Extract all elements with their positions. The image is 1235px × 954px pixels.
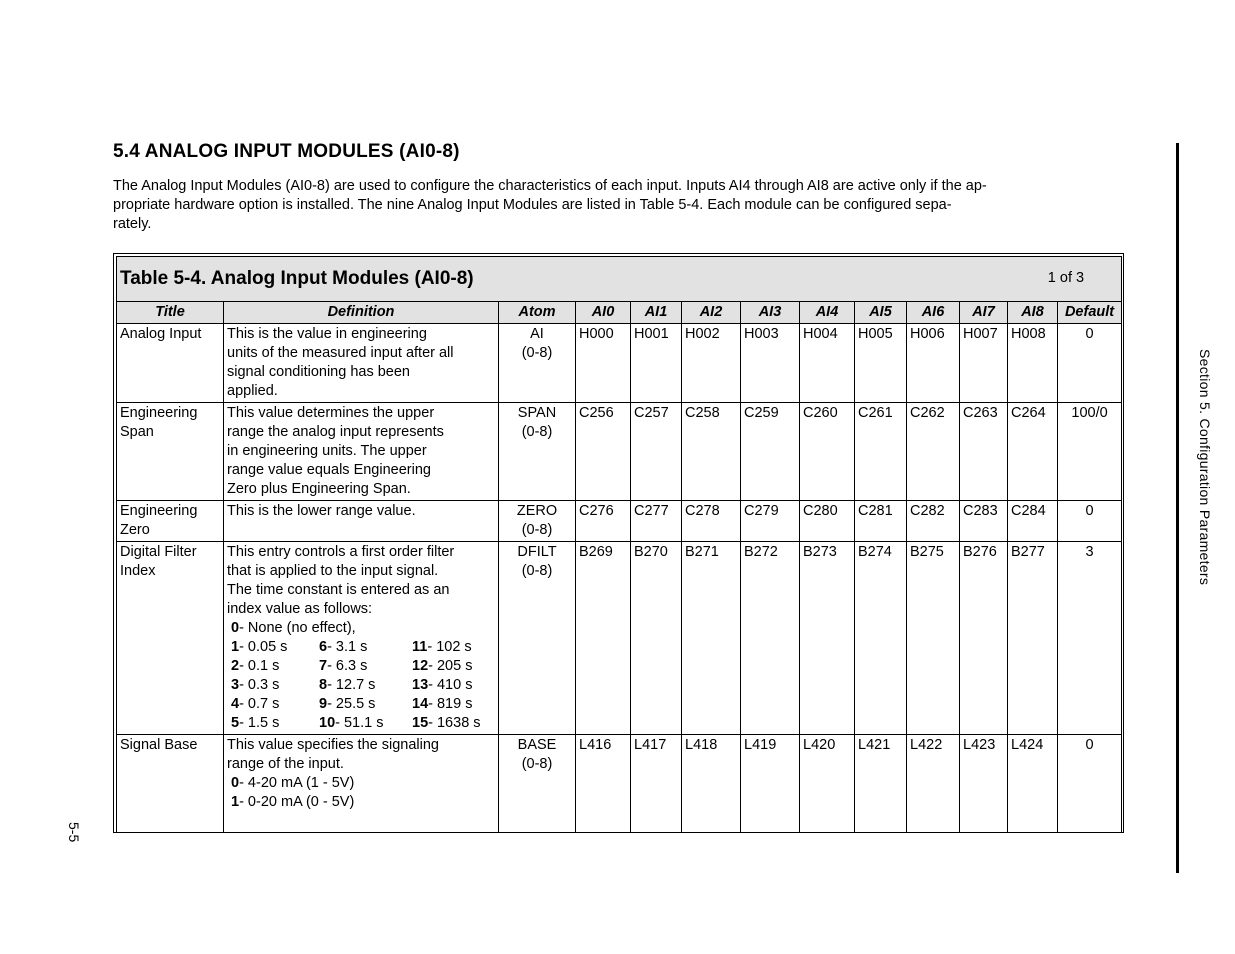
index-text: - 205 s [428, 658, 473, 674]
index-text: - None (no effect), [239, 620, 356, 636]
atom-line: DFILT [517, 544, 557, 560]
table-frame [113, 253, 1124, 833]
index-text: - 819 s [428, 696, 473, 712]
address-cell: B276 [960, 542, 1008, 735]
definition-cell [224, 542, 499, 735]
address-cell: H002 [682, 324, 741, 403]
default-cell: 3 [1058, 542, 1122, 735]
column-header: Title [117, 302, 224, 324]
atom-line: (0-8) [521, 522, 553, 538]
index-option [319, 676, 412, 695]
address-cell: C279 [741, 501, 800, 542]
address-cell: L419 [741, 735, 800, 833]
default-cell: 100/0 [1058, 403, 1122, 501]
address-cell: C278 [682, 501, 741, 542]
table-row [117, 735, 1122, 833]
title-cell [117, 324, 224, 403]
address-cell: H004 [800, 324, 855, 403]
definition-line: range value equals Engineering [227, 462, 431, 478]
index-number: 14 [412, 696, 429, 712]
section-side-label: Section 5. Configuration Parameters [1197, 349, 1213, 586]
index-number: 13 [412, 677, 429, 693]
atom-cell [499, 324, 576, 403]
index-option [412, 695, 502, 714]
address-cell: B269 [576, 542, 631, 735]
column-header: Atom [499, 302, 576, 324]
index-text: - 1638 s [428, 715, 481, 731]
index-text: - 1.5 s [239, 715, 280, 731]
title-line: Digital Filter [120, 544, 197, 560]
index-option-line [227, 676, 495, 695]
address-cell: B272 [741, 542, 800, 735]
page-number: 5-5 [66, 822, 82, 843]
definition-line: This value determines the upper [227, 405, 435, 421]
atom-line: ZERO [516, 503, 558, 519]
index-number: 15 [412, 715, 429, 731]
definition-line: The time constant is entered as an [227, 582, 450, 598]
atom-cell [499, 403, 576, 501]
column-header: Definition [224, 302, 499, 324]
table-caption-row [117, 257, 1122, 302]
table-caption: Table 5-4. Analog Input Modules (AI0-8) [120, 267, 474, 289]
index-text: - 25.5 s [327, 696, 376, 712]
atom-line: (0-8) [521, 424, 553, 440]
index-number: 2 [231, 658, 240, 674]
table-caption-cell [117, 257, 1122, 302]
address-cell: B270 [631, 542, 682, 735]
title-line: Engineering [120, 503, 198, 519]
address-cell: H006 [907, 324, 960, 403]
index-number: 11 [412, 639, 428, 655]
index-text: - 3.1 s [327, 639, 368, 655]
index-option [412, 714, 502, 733]
title-line: Signal Base [120, 737, 198, 753]
address-cell: B277 [1008, 542, 1058, 735]
address-cell: H008 [1008, 324, 1058, 403]
address-cell: C256 [576, 403, 631, 501]
index-option [231, 714, 319, 733]
index-option [227, 793, 495, 812]
address-cell: C262 [907, 403, 960, 501]
address-cell: C261 [855, 403, 907, 501]
index-number: 0 [231, 775, 240, 791]
index-text: - 4-20 mA (1 - 5V) [239, 775, 355, 791]
index-option [231, 695, 319, 714]
definition-line: range of the input. [227, 756, 344, 772]
index-number: 3 [231, 677, 240, 693]
address-cell: C258 [682, 403, 741, 501]
atom-cell [499, 735, 576, 833]
address-cell: L422 [907, 735, 960, 833]
atom-cell [499, 542, 576, 735]
address-cell: C257 [631, 403, 682, 501]
title-cell [117, 542, 224, 735]
definition-line: This is the lower range value. [227, 503, 416, 519]
index-option [319, 695, 412, 714]
index-text: - 51.1 s [335, 715, 384, 731]
table-row [117, 403, 1122, 501]
analog-input-table [116, 256, 1122, 833]
address-cell: H001 [631, 324, 682, 403]
table-header-row [117, 302, 1122, 324]
index-option [231, 676, 319, 695]
index-option [319, 714, 412, 733]
definition-line: This entry controls a first order filter [227, 544, 455, 560]
definition-line: Zero plus Engineering Span. [227, 481, 411, 497]
default-cell: 0 [1058, 324, 1122, 403]
address-cell: C281 [855, 501, 907, 542]
title-cell [117, 501, 224, 542]
index-option [231, 638, 319, 657]
index-text: - 0.7 s [239, 696, 280, 712]
definition-line: This value specifies the signaling [227, 737, 439, 753]
index-option-line [227, 657, 495, 676]
atom-line: (0-8) [521, 563, 553, 579]
index-number: 5 [231, 715, 240, 731]
index-option [227, 619, 495, 638]
index-text: - 0.05 s [239, 639, 288, 655]
address-cell: L416 [576, 735, 631, 833]
atom-line: AI [530, 326, 544, 342]
index-number: 8 [319, 677, 328, 693]
definition-line: signal conditioning has been [227, 364, 410, 380]
atom-line: SPAN [517, 405, 557, 421]
intro-line: rately. [113, 216, 152, 232]
address-cell: B274 [855, 542, 907, 735]
definition-cell [224, 501, 499, 542]
column-header: AI7 [960, 302, 1008, 324]
index-text: - 0-20 mA (0 - 5V) [239, 794, 355, 810]
index-option [412, 638, 502, 657]
index-text: - 6.3 s [327, 658, 368, 674]
index-number: 1 [231, 794, 240, 810]
table-row [117, 501, 1122, 542]
table-row [117, 324, 1122, 403]
address-cell: C276 [576, 501, 631, 542]
definition-cell [224, 324, 499, 403]
column-header: AI6 [907, 302, 960, 324]
index-option [319, 638, 412, 657]
column-header: AI0 [576, 302, 631, 324]
atom-line: (0-8) [521, 345, 553, 361]
column-header: AI3 [741, 302, 800, 324]
intro-line: The Analog Input Modules (AI0-8) are used to configure the characteristics of each input. Inputs AI4 through AI8 are active only if the ap- [113, 178, 987, 194]
index-option [412, 676, 502, 695]
address-cell: C283 [960, 501, 1008, 542]
margin-rule [1176, 143, 1179, 873]
index-option-line [227, 695, 495, 714]
address-cell: L423 [960, 735, 1008, 833]
atom-cell [499, 501, 576, 542]
address-cell: C264 [1008, 403, 1058, 501]
index-text: - 410 s [428, 677, 473, 693]
title-line: Index [120, 563, 156, 579]
title-cell [117, 735, 224, 833]
address-cell: C280 [800, 501, 855, 542]
index-text: - 12.7 s [327, 677, 376, 693]
address-cell: B275 [907, 542, 960, 735]
index-number: 9 [319, 696, 328, 712]
atom-line: (0-8) [521, 756, 553, 772]
address-cell: C263 [960, 403, 1008, 501]
table-page-indicator: 1 of 3 [1047, 269, 1085, 286]
intro-line: propriate hardware option is installed. The nine Analog Input Modules are listed in Table 5-4. Each module can be configured sepa- [113, 197, 952, 213]
definition-line: applied. [227, 383, 278, 399]
index-text: - 0.3 s [239, 677, 280, 693]
definition-line: index value as follows: [227, 601, 373, 617]
index-number: 0 [231, 620, 240, 636]
column-header: AI2 [682, 302, 741, 324]
address-cell: C259 [741, 403, 800, 501]
index-number: 7 [319, 658, 328, 674]
default-cell: 0 [1058, 501, 1122, 542]
address-cell: C282 [907, 501, 960, 542]
definition-line: range the analog input represents [227, 424, 444, 440]
atom-line: BASE [517, 737, 557, 753]
address-cell: H000 [576, 324, 631, 403]
intro-paragraph [113, 177, 1125, 234]
column-header: Default [1058, 302, 1122, 324]
title-line: Span [120, 424, 154, 440]
address-cell: H005 [855, 324, 907, 403]
index-number: 1 [231, 639, 240, 655]
address-cell: L420 [800, 735, 855, 833]
table-row [117, 542, 1122, 735]
title-line: Engineering [120, 405, 198, 421]
index-number: 4 [231, 696, 240, 712]
index-option [231, 657, 319, 676]
index-text: - 102 s [427, 639, 472, 655]
column-header: AI5 [855, 302, 907, 324]
address-cell: L417 [631, 735, 682, 833]
address-cell: H003 [741, 324, 800, 403]
address-cell: B271 [682, 542, 741, 735]
definition-cell [224, 735, 499, 833]
address-cell: L418 [682, 735, 741, 833]
index-number: 12 [412, 658, 429, 674]
address-cell: C277 [631, 501, 682, 542]
address-cell: L421 [855, 735, 907, 833]
section-heading: 5.4 ANALOG INPUT MODULES (AI0-8) [113, 141, 460, 162]
definition-line: This is the value in engineering [227, 326, 427, 342]
definition-line: in engineering units. The upper [227, 443, 427, 459]
index-number: 6 [319, 639, 328, 655]
address-cell: C260 [800, 403, 855, 501]
title-line: Analog Input [120, 326, 202, 342]
default-cell: 0 [1058, 735, 1122, 833]
title-cell [117, 403, 224, 501]
index-option [412, 657, 502, 676]
address-cell: B273 [800, 542, 855, 735]
index-option-line [227, 638, 495, 657]
definition-line: units of the measured input after all [227, 345, 454, 361]
index-text: - 0.1 s [239, 658, 280, 674]
index-option [319, 657, 412, 676]
column-header: AI8 [1008, 302, 1058, 324]
address-cell: C284 [1008, 501, 1058, 542]
address-cell: L424 [1008, 735, 1058, 833]
definition-line: that is applied to the input signal. [227, 563, 439, 579]
index-option-line [227, 714, 495, 733]
address-cell: H007 [960, 324, 1008, 403]
index-option [227, 774, 495, 793]
definition-cell [224, 403, 499, 501]
title-line: Zero [120, 522, 150, 538]
column-header: AI4 [800, 302, 855, 324]
column-header: AI1 [631, 302, 682, 324]
index-number: 10 [319, 715, 336, 731]
